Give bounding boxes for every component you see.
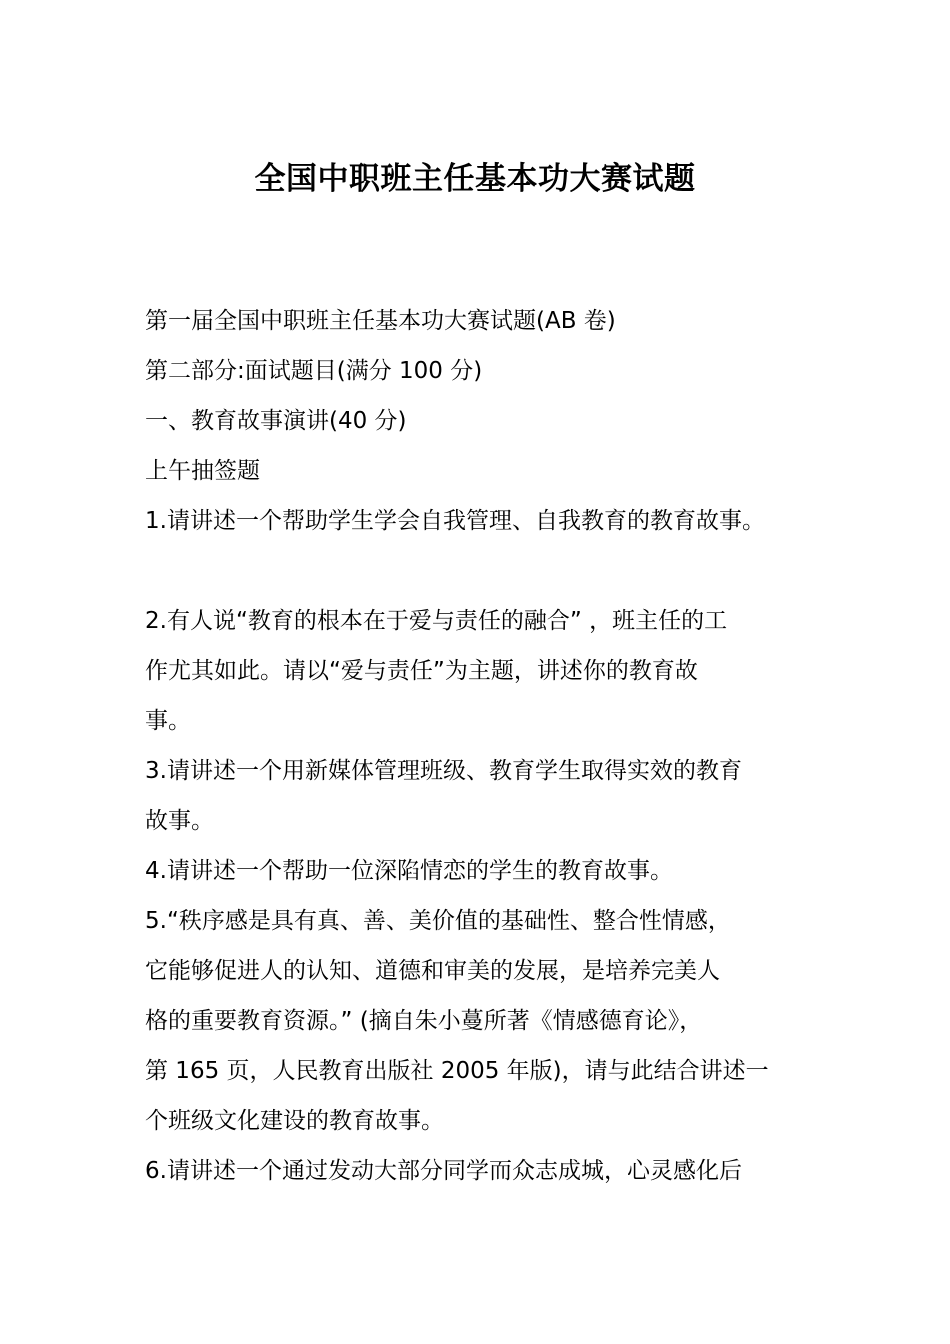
paragraph-line: 作尤其如此。请以“爱与责任”为主题，讲述你的教育故	[145, 658, 698, 684]
paragraph-line: 6.请讲述一个通过发动大部分同学而众志成城，心灵感化后	[145, 1158, 742, 1184]
paragraph-line: 5.“秩序感是具有真、善、美价值的基础性、整合性情感，	[145, 908, 731, 934]
paragraph-line: 一、教育故事演讲(40 分)	[145, 408, 407, 434]
paragraph-line: 3.请讲述一个用新媒体管理班级、教育学生取得实效的教育	[145, 758, 742, 784]
paragraph-line: 它能够促进人的认知、道德和审美的发展，是培养完美人	[145, 958, 720, 984]
paragraph-line: 第 165 页，人民教育出版社 2005 年版)，请与此结合讲述一	[145, 1058, 769, 1084]
document-title: 全国中职班主任基本功大赛试题	[254, 161, 696, 197]
paragraph-line: 1.请讲述一个帮助学生学会自我管理、自我教育的教育故事。	[145, 508, 765, 534]
paragraph-line: 故事。	[145, 808, 214, 834]
paragraph-line: 4.请讲述一个帮助一位深陷情恋的学生的教育故事。	[145, 858, 673, 884]
blank-line	[145, 546, 810, 596]
paragraph-line: 第二部分:面试题目(满分 100 分)	[145, 358, 483, 384]
paragraph-line: 上午抽签题	[145, 458, 260, 484]
paragraph-line: 格的重要教育资源。” (摘自朱小蔓所著《情感德育论》，	[145, 1008, 703, 1034]
paragraph-line: 第一届全国中职班主任基本功大赛试题(AB 卷)	[145, 308, 616, 334]
paragraph-line: 事。	[145, 708, 191, 734]
paragraph-line: 2.有人说“教育的根本在于爱与责任的融合” ，班主任的工	[145, 608, 728, 634]
paragraph-line: 个班级文化建设的教育故事。	[145, 1108, 444, 1134]
document-body	[145, 296, 810, 1196]
